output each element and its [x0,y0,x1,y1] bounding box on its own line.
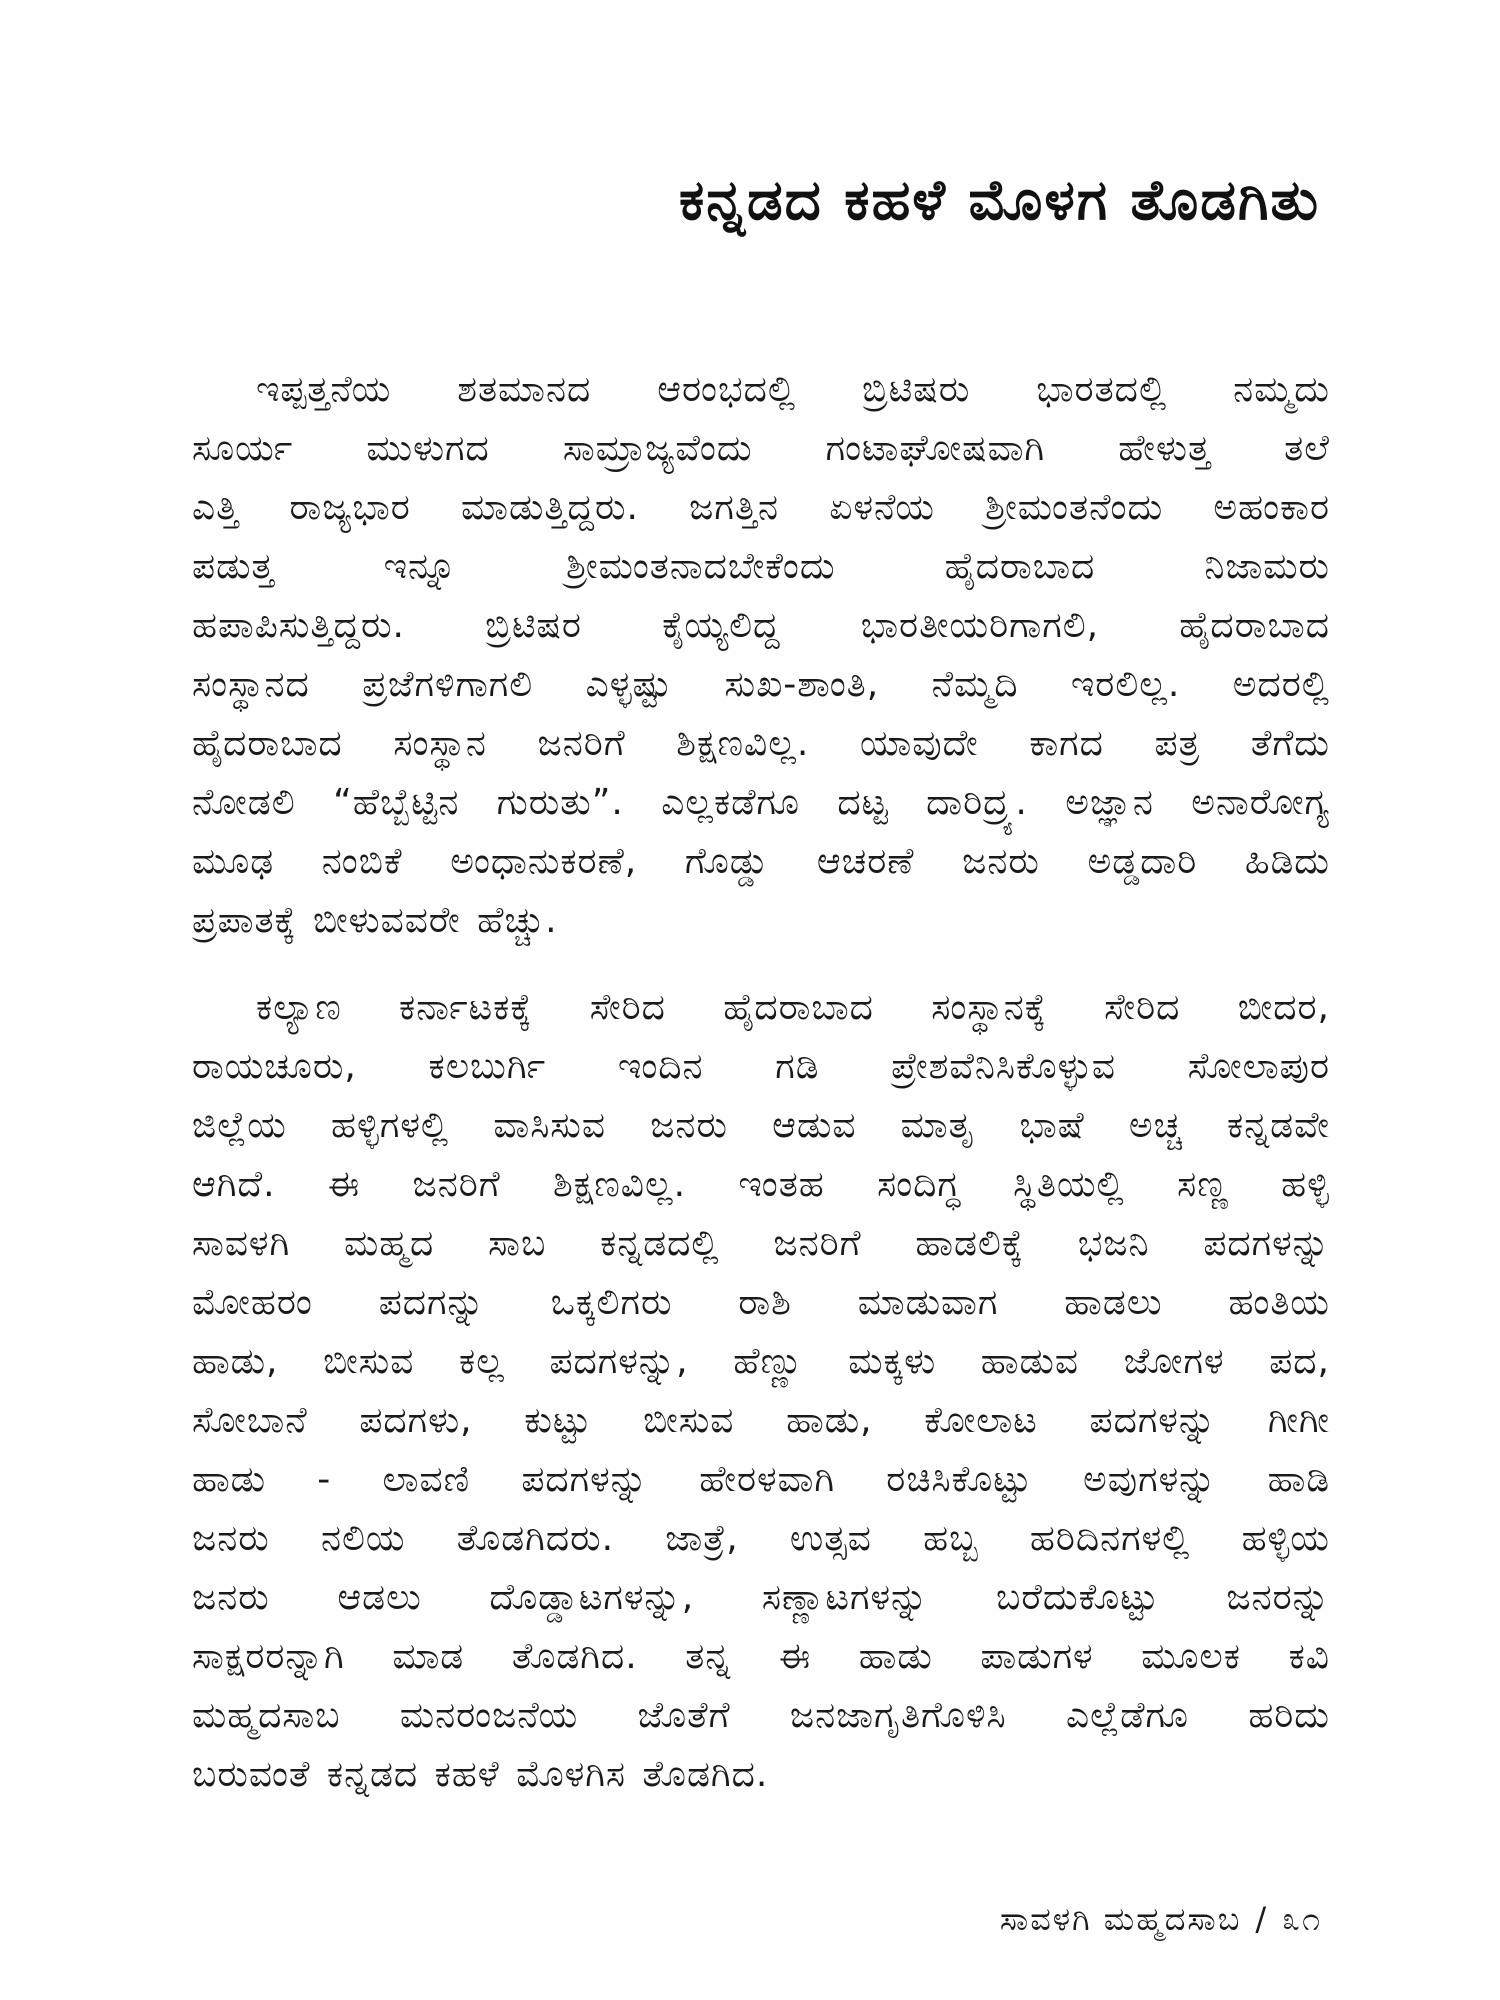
text-line: ಪ್ರಪಾತಕ್ಕೆ ಬೀಳುವವರೇ ಹೆಚ್ಚು. [192,900,558,941]
paragraph-1 [192,360,1330,950]
text-line: ಜಿಲ್ಲೆಯ ಹಳ್ಳಿಗಳಲ್ಲಿ ವಾಸಿಸುವ ಜನರು ಆಡುವ ಮಾತೃ ಭಾಷೆ ಅಚ್ಚ ಕನ್ನಡವೇ [192,1105,1330,1146]
text-line: ನೋಡಲಿ “ಹೆಬ್ಬೆಟ್ಟಿನ ಗುರುತು”. ಎಲ್ಲಕಡೆಗೂ ದಟ್ಟ ದಾರಿದ್ರ್ಯ. ಅಜ್ಞಾನ ಅನಾರೋಗ್ಯ [192,782,1330,823]
text-line: ಕಲ್ಯಾಣ ಕರ್ನಾಟಕಕ್ಕೆ ಸೇರಿದ ಹೈದರಾಬಾದ ಸಂಸ್ಥಾನಕ್ಕೆ ಸೇರಿದ ಬೀದರ, [256,987,1330,1028]
text-line: ಸೂರ್ಯ ಮುಳುಗದ ಸಾಮ್ರಾಜ್ಯವೆಂದು ಗಂಟಾಘೋಷವಾಗಿ ಹೇಳುತ್ತ ತಲೆ [192,428,1330,469]
text-line: ಹಾಡು, ಬೀಸುವ ಕಲ್ಲ ಪದಗಳನ್ನು, ಹೆಣ್ಣು ಮಕ್ಕಳು ಹಾಡುವ ಜೋಗಳ ಪದ, [192,1341,1330,1382]
text-line: ಬರುವಂತೆ ಕನ್ನಡದ ಕಹಳೆ ಮೊಳಗಿಸ ತೊಡಗಿದ. [192,1754,769,1795]
text-line: ಹಾಡು - ಲಾವಣಿ ಪದಗಳನ್ನು ಹೇರಳವಾಗಿ ರಚಿಸಿಕೊಟ್ಟು ಅವುಗಳನ್ನು ಹಾಡಿ [192,1459,1330,1500]
text-line: ಜನರು ನಲಿಯ ತೊಡಗಿದರು. ಜಾತ್ರೆ, ಉತ್ಸವ ಹಬ್ಬ ಹರಿದಿನಗಳಲ್ಲಿ ಹಳ್ಳಿಯ [192,1518,1330,1559]
text-line: ಸಂಸ್ಥಾನದ ಪ್ರಜೆಗಳಿಗಾಗಲಿ ಎಳ್ಳಷ್ಟು ಸುಖ-ಶಾಂತಿ, ನೆಮ್ಮದಿ ಇರಲಿಲ್ಲ. ಅದರಲ್ಲಿ [192,664,1330,705]
text-line: ಎತ್ತಿ ರಾಜ್ಯಭಾರ ಮಾಡುತ್ತಿದ್ದರು. ಜಗತ್ತಿನ ಏಳನೆಯ ಶ್ರೀಮಂತನೆಂದು ಅಹಂಕಾರ [192,487,1330,528]
paragraph-2 [192,978,1330,1804]
text-line: ಜನರು ಆಡಲು ದೊಡ್ಡಾಟಗಳನ್ನು, ಸಣ್ಣಾಟಗಳನ್ನು ಬರೆದುಕೊಟ್ಟು ಜನರನ್ನು [192,1577,1330,1618]
text-line: ಮೂಢ ನಂಬಿಕೆ ಅಂಧಾನುಕರಣೆ, ಗೊಡ್ಡು ಆಚರಣೆ ಜನರು ಅಡ್ಡದಾರಿ ಹಿಡಿದು [192,841,1330,882]
body-text [192,360,1330,1832]
text-line: ಮಹ್ಮದಸಾಬ ಮನರಂಜನೆಯ ಜೊತೆಗೆ ಜನಜಾಗೃತಿಗೊಳಿಸಿ ಎಲ್ಲೆಡೆಗೂ ಹರಿದು [192,1695,1330,1736]
text-line: ಸಾವಳಗಿ ಮಹ್ಮದ ಸಾಬ ಕನ್ನಡದಲ್ಲಿ ಜನರಿಗೆ ಹಾಡಲಿಕ್ಕೆ ಭಜನಿ ಪದಗಳನ್ನು [192,1223,1330,1264]
text-line: ಆಗಿದೆ. ಈ ಜನರಿಗೆ ಶಿಕ್ಷಣವಿಲ್ಲ. ಇಂತಹ ಸಂದಿಗ್ಧ ಸ್ಥಿತಿಯಲ್ಲಿ ಸಣ್ಣ ಹಳ್ಳಿ [192,1164,1330,1205]
text-line: ಪಡುತ್ತ ಇನ್ನೂ ಶ್ರೀಮಂತನಾದಬೇಕೆಂದು ಹೈದರಾಬಾದ ನಿಜಾಮರು [192,546,1330,587]
text-line: ಮೋಹರಂ ಪದಗನ್ನು ಒಕ್ಕಲಿಗರು ರಾಶಿ ಮಾಡುವಾಗ ಹಾಡಲು ಹಂತಿಯ [192,1282,1330,1323]
text-line: ಇಪ್ಪತ್ತನೆಯ ಶತಮಾನದ ಆರಂಭದಲ್ಲಿ ಬ್ರಿಟಿಷರು ಭಾರತದಲ್ಲಿ ನಮ್ಮದು [256,369,1330,410]
text-line: ಸಾಕ್ಷರರನ್ನಾಗಿ ಮಾಡ ತೊಡಗಿದ. ತನ್ನ ಈ ಹಾಡು ಪಾಡುಗಳ ಮೂಲಕ ಕವಿ [192,1636,1330,1677]
text-line: ಹಪಾಪಿಸುತ್ತಿದ್ದರು. ಬ್ರಿಟಿಷರ ಕೈಯ್ಯಲಿದ್ದ ಭಾರತೀಯರಿಗಾಗಲಿ, ಹೈದರಾಬಾದ [192,605,1330,646]
running-title: ಸಾವಳಗಿ ಮಹ್ಮದಸಾಬ [999,1900,1242,1938]
text-line: ರಾಯಚೂರು, ಕಲಬುರ್ಗಿ ಇಂದಿನ ಗಡಿ ಪ್ರೇಶವೆನಿಸಿಕೊಳ್ಳುವ ಸೋಲಾಪುರ [192,1046,1330,1087]
footer-separator: / [1255,1900,1269,1938]
chapter-title: ಕನ್ನಡದ ಕಹಳೆ ಮೊಳಗ ತೊಡಗಿತು [679,168,1320,233]
page-footer [1000,1900,1322,1939]
text-line: ಹೈದರಾಬಾದ ಸಂಸ್ಥಾನ ಜನರಿಗೆ ಶಿಕ್ಷಣವಿಲ್ಲ. ಯಾವುದೇ ಕಾಗದ ಪತ್ರ ತೆಗೆದು [192,723,1330,764]
page-number: ೩೧ [1282,1900,1322,1938]
text-line: ಸೋಬಾನೆ ಪದಗಳು, ಕುಟ್ಟು ಬೀಸುವ ಹಾಡು, ಕೋಲಾಟ ಪದಗಳನ್ನು ಗೀಗೀ [192,1400,1330,1441]
